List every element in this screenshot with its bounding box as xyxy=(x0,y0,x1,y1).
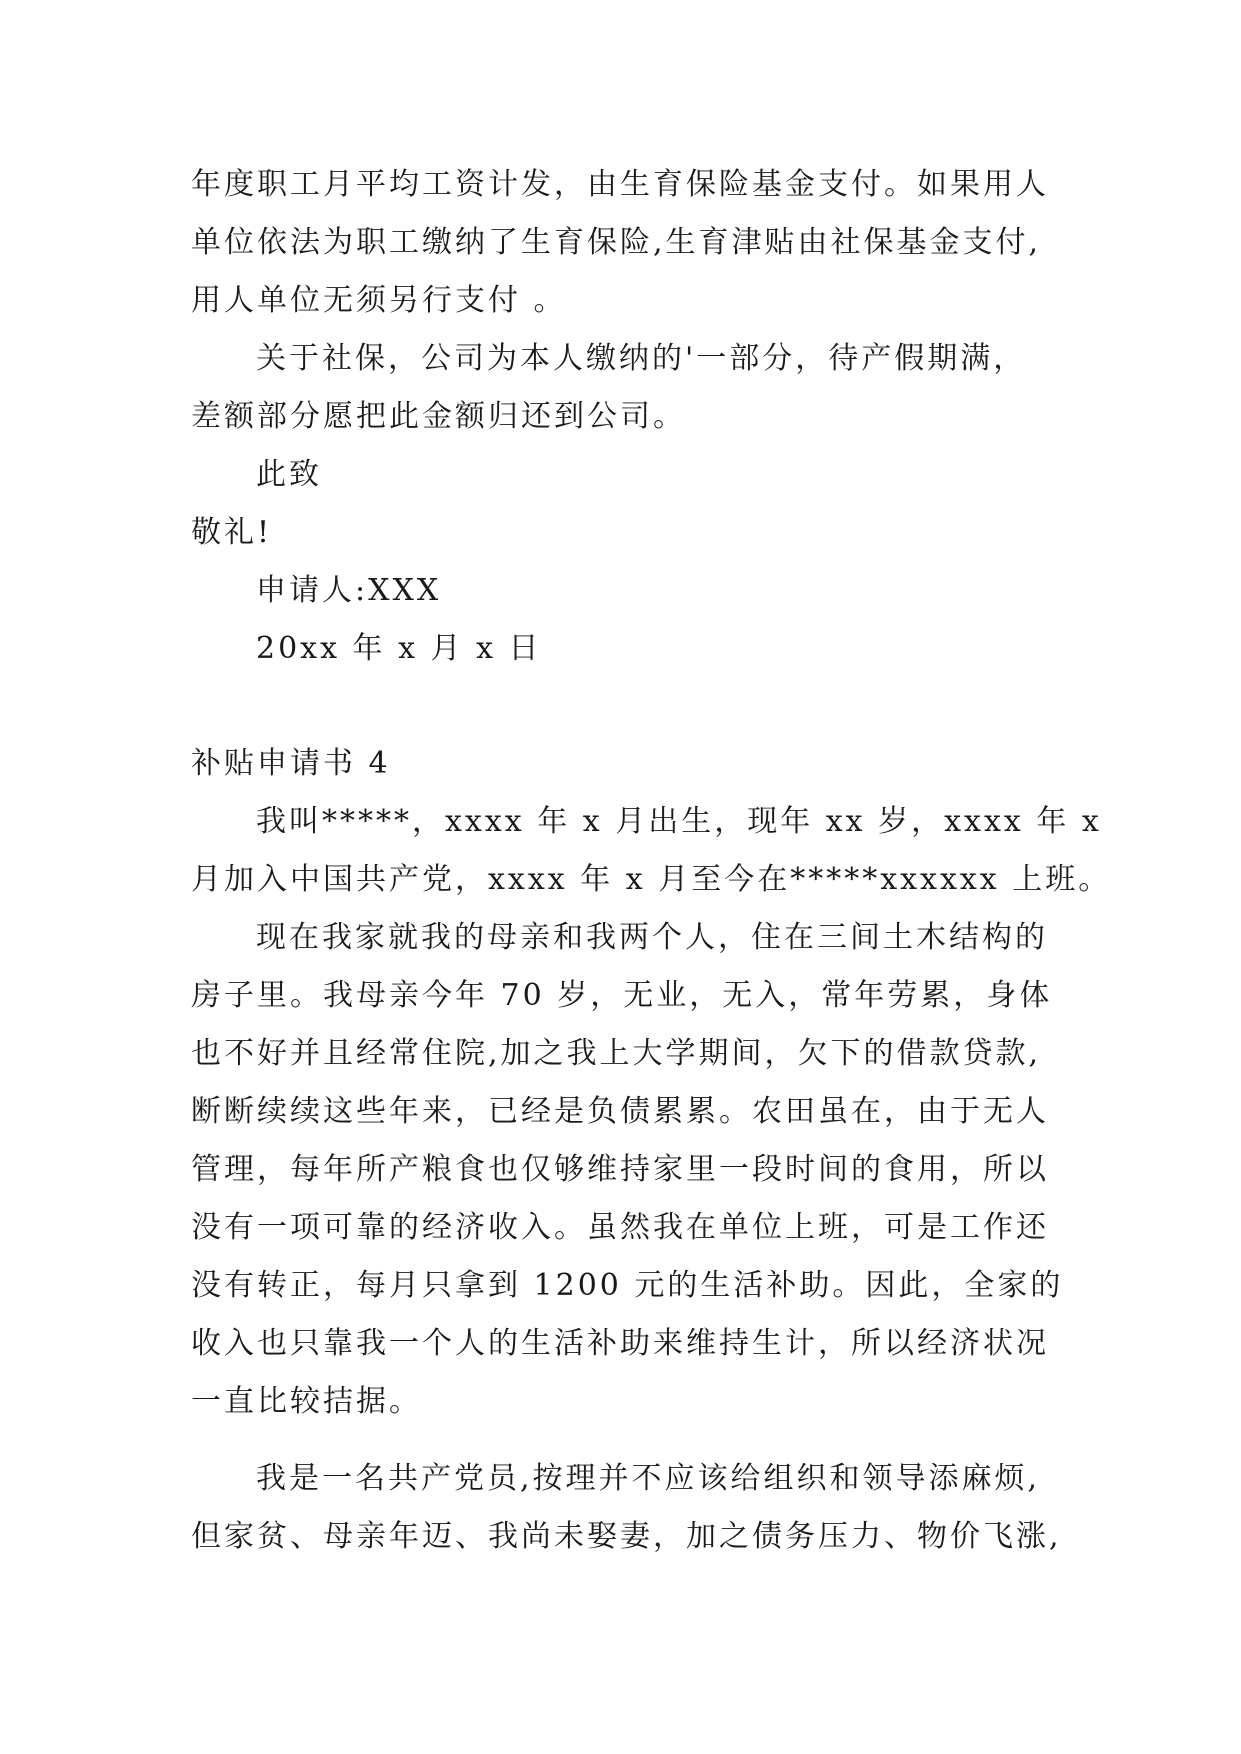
body-text-line: 收入也只靠我一个人的生活补助来维持生计，所以经济状况 xyxy=(191,1326,1049,1361)
body-text-line: 管理，每年所产粮食也仅够维持家里一段时间的食用，所以 xyxy=(191,1152,1049,1187)
body-text-line: 没有转正，每月只拿到 1200 元的生活补助。因此，全家的 xyxy=(191,1268,1064,1303)
body-text-line: 单位依法为职工缴纳了生育保险,生育津贴由社保基金支付, xyxy=(191,225,1042,260)
body-text-line: 差额部分愿把此金额归还到公司。 xyxy=(191,399,686,434)
body-text-line: 用人单位无须另行支付 。 xyxy=(191,283,567,318)
section-title: 补贴申请书 4 xyxy=(191,746,391,781)
body-text-line: 月加入中国共产党，xxxx 年 x 月至今在*****xxxxxx 上班。 xyxy=(191,862,1112,897)
date-line: 20xx 年 x 月 x 日 xyxy=(256,631,542,666)
body-text-line: 没有一项可靠的经济收入。虽然我在单位上班，可是工作还 xyxy=(191,1210,1049,1245)
salutation: 敬礼! xyxy=(191,515,273,550)
body-text-line: 我叫*****，xxxx 年 x 月出生，现年 xx 岁，xxxx 年 x xyxy=(256,804,1102,839)
body-text-line: 年度职工月平均工资计发，由生育保险基金支付。如果用人 xyxy=(191,167,1049,202)
body-text-line: 也不好并且经常住院,加之我上大学期间，欠下的借款贷款, xyxy=(191,1036,1042,1071)
closing-phrase: 此致 xyxy=(256,457,322,492)
body-text-line: 关于社保，公司为本人缴纳的'一部分，待产假期满， xyxy=(256,341,1027,376)
body-text-line: 断断续续这些年来，已经是负债累累。农田虽在，由于无人 xyxy=(191,1094,1049,1129)
applicant-signature: 申请人:XXX xyxy=(256,573,442,608)
body-text-line: 一直比较拮据。 xyxy=(191,1384,422,1419)
body-text-line: 但家贫、母亲年迈、我尚未娶妻，加之债务压力、物价飞涨, xyxy=(191,1519,1062,1554)
body-text-line: 现在我家就我的母亲和我两个人，住在三间土木结构的 xyxy=(256,920,1048,955)
body-text-line: 房子里。我母亲今年 70 岁，无业，无入，常年劳累，身体 xyxy=(191,978,1053,1013)
body-text-line: 我是一名共产党员,按理并不应该给组织和领导添麻烦, xyxy=(256,1461,1041,1496)
